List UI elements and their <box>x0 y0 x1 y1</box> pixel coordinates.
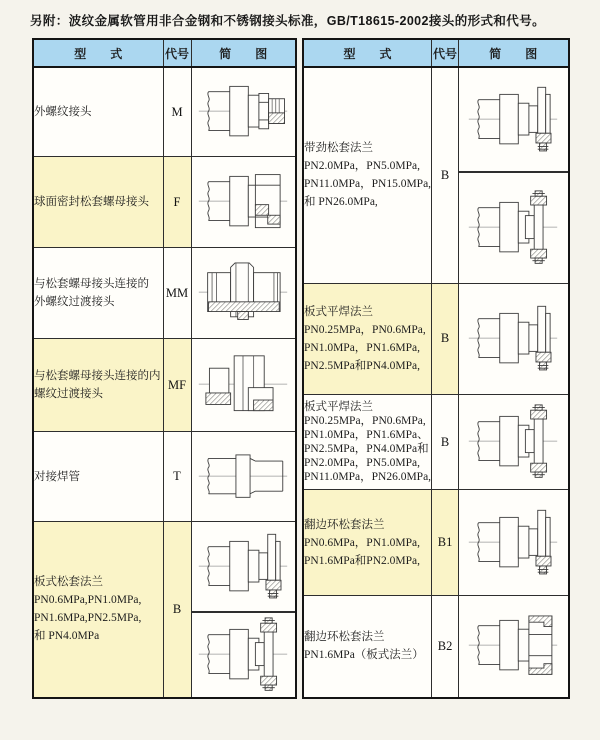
type-line: PN0.6MPa,PN1.0MPa, <box>34 594 142 607</box>
header-type: 型 式 <box>33 39 163 67</box>
type-line: PN1.0MPa，PN1.6MPa、 <box>304 429 429 442</box>
type-line: 和 PN26.0MPa, <box>304 196 378 209</box>
table-row <box>33 522 296 698</box>
male-thread-fitting-diagram <box>193 74 293 150</box>
diagram-subcell <box>192 611 296 696</box>
type-cell <box>303 490 432 596</box>
spherical-seal-swivel-nut-fitting-diagram <box>193 164 293 240</box>
table-row <box>303 395 569 490</box>
type-line: 外螺纹接头 <box>34 106 92 118</box>
type-line: PN0.25MPa，PN0.6MPa, <box>304 415 426 428</box>
diagram-cell <box>191 248 296 339</box>
male-female-transition-fitting-diagram <box>193 347 293 423</box>
type-cell <box>33 339 163 432</box>
type-line: PN1.6MPa（板式法兰） <box>304 649 424 662</box>
necked-loose-flange-a-diagram <box>463 82 563 158</box>
code-cell: B <box>432 395 459 490</box>
table-row <box>33 248 296 339</box>
diagram-subcell <box>192 68 296 156</box>
necked-loose-flange-b-diagram <box>463 190 563 266</box>
code-cell: F <box>163 157 191 248</box>
type-line: PN2.0MPa，PN5.0MPa, <box>304 160 420 173</box>
type-line: PN2.5MPa，PN4.0MPa和 <box>304 443 429 456</box>
code-cell: B <box>163 522 191 698</box>
diagram-cell <box>459 395 569 490</box>
page-title: 另附：波纹金属软管用非合金钢和不锈钢接头标准，GB/T18615-2002接头的形式和代号。 <box>30 14 545 28</box>
header-code: 代号 <box>163 39 191 67</box>
type-line: 板式松套法兰 <box>34 576 103 589</box>
type-cell <box>303 283 432 394</box>
diagram-cell <box>459 283 569 394</box>
type-line: 板式平焊法兰 <box>304 305 373 318</box>
diagram-cell <box>191 67 296 157</box>
fitting-table-right <box>302 38 570 699</box>
male-male-transition-fitting-diagram <box>193 255 293 331</box>
type-cell <box>303 395 432 490</box>
type-line: PN1.6MPa和PN2.0MPa, <box>304 554 420 567</box>
code-cell: B <box>432 283 459 394</box>
diagram-subcell <box>459 171 568 282</box>
table-row <box>303 283 569 394</box>
type-line: 螺纹过渡接头 <box>34 388 103 400</box>
diagram-subcell <box>192 248 296 338</box>
type-line: PN2.5MPa和PN4.0MPa, <box>304 359 420 372</box>
table-row <box>33 67 296 157</box>
diagram-subcell <box>459 596 568 696</box>
code-cell: MM <box>163 248 191 339</box>
diagram-subcell <box>192 157 296 247</box>
type-cell <box>33 248 163 339</box>
type-line: PN2.0MPa，PN5.0MPa, <box>304 457 420 470</box>
diagram-cell <box>191 339 296 432</box>
table-row <box>33 157 296 248</box>
type-line: PN11.0MPa，PN15.0MPa, <box>304 178 432 191</box>
diagram-cell <box>459 490 569 596</box>
table-row <box>303 596 569 698</box>
diagram-cell <box>191 157 296 248</box>
type-line: 和 PN4.0MPa <box>34 630 100 643</box>
header-diagram: 简 图 <box>191 39 296 67</box>
plate-weld-flange-b-diagram <box>463 404 563 480</box>
plate-loose-flange-a-diagram <box>193 529 293 605</box>
type-line: 带劲松套法兰 <box>304 142 373 155</box>
diagram-cell <box>191 522 296 698</box>
diagram-cell <box>459 596 569 698</box>
plate-weld-flange-a-diagram <box>463 301 563 377</box>
code-cell: B2 <box>432 596 459 698</box>
type-line: 对接焊管 <box>34 470 80 483</box>
type-cell <box>33 157 163 248</box>
flanged-ring-loose-flange-diagram <box>463 505 563 581</box>
table-row <box>33 432 296 522</box>
type-line: PN1.6MPa,PN2.5MPa, <box>34 612 142 625</box>
diagram-subcell <box>192 432 296 521</box>
type-line: 与松套螺母接头连接的 <box>34 278 149 290</box>
type-cell <box>33 432 163 522</box>
diagram-subcell <box>459 68 568 171</box>
diagram-cell <box>459 67 569 283</box>
diagram-subcell <box>459 395 568 489</box>
type-line: PN1.0MPa，PN1.6MPa, <box>304 341 420 354</box>
type-cell <box>303 67 432 283</box>
code-cell: MF <box>163 339 191 432</box>
type-line: PN11.0MPa，PN26.0MPa, <box>304 471 432 484</box>
diagram-subcell <box>192 522 296 611</box>
code-cell: M <box>163 67 191 157</box>
type-cell <box>33 522 163 698</box>
type-line: 与松套螺母接头连接的内 <box>34 370 161 382</box>
type-line: 翻边环松套法兰 <box>304 631 385 644</box>
plate-loose-flange-b-diagram <box>193 617 293 693</box>
header-row <box>303 39 569 67</box>
diagram-subcell <box>459 490 568 595</box>
butt-weld-pipe-diagram <box>193 439 293 515</box>
header-code: 代号 <box>432 39 459 67</box>
diagram-subcell <box>459 284 568 394</box>
header-row <box>33 39 296 67</box>
type-line: PN0.25MPa，PN0.6MPa, <box>304 323 426 336</box>
type-cell <box>303 596 432 698</box>
code-cell: T <box>163 432 191 522</box>
header-type: 型 式 <box>303 39 432 67</box>
table-row <box>303 490 569 596</box>
type-cell <box>33 67 163 157</box>
header-diagram: 简 图 <box>459 39 569 67</box>
type-line: 外螺纹过渡接头 <box>34 296 115 308</box>
lapped-ring-plate-flange-diagram <box>463 608 563 684</box>
fitting-standard-table <box>32 38 570 699</box>
type-line: 板式平焊法兰 <box>304 401 373 414</box>
table-row <box>33 339 296 432</box>
code-cell: B <box>432 67 459 283</box>
diagram-subcell <box>192 339 296 431</box>
type-line: 球面密封松套螺母接头 <box>34 196 149 208</box>
diagram-cell <box>191 432 296 522</box>
type-line: PN0.6MPa，PN1.0MPa, <box>304 536 420 549</box>
code-cell: B1 <box>432 490 459 596</box>
table-row <box>303 67 569 283</box>
fitting-table-left <box>32 38 297 699</box>
type-line: 翻边环松套法兰 <box>304 518 385 531</box>
